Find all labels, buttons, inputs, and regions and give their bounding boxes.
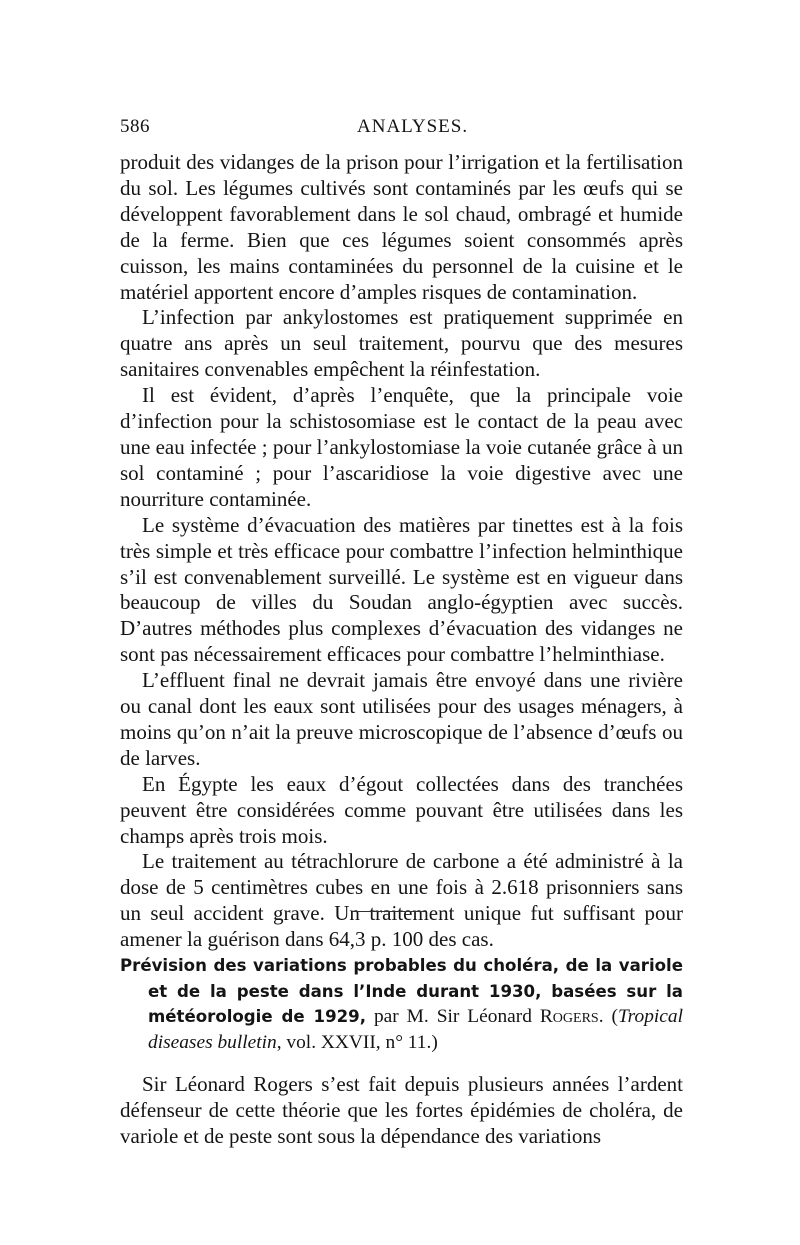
running-head — [120, 116, 685, 144]
paragraph-7: Le traitement au tétrachlorure de carbone a été administré à la dose de 5 centimètres cubes en une fois à 2.618 prisonniers sans un seul accident grave. Un traitement unique fut suffisant pour amener la guérison dans 64,3 p. 100 des cas. — [120, 849, 683, 952]
paragraph-3: Il est évident, d’après l’enquête, que la principale voie d’infection pour la schistosomiase est le contact de la peau avec une eau infectée ; pour l’ankylostomiase la voie cutanée grâce à un sol contaminé ; pour l’ascaridiose la voie digestive avec une nourriture contaminée. — [120, 383, 683, 511]
paragraph-1: produit des vidanges de la prison pour l’irrigation et la fertilisation du sol. Les légumes cultivés sont contaminés par les œufs qui se développent favorablement dans le sol chaud, ombragé et humide de la ferme. Bien que ces légumes soient consommés après cuisson, les mains contaminées du personnel de la cuisine et le matériel apportent encore d’amples risques de contamination. — [120, 150, 683, 304]
citation-tail: , vol. XXVII, n° 11.) — [276, 1031, 438, 1053]
paragraph-4: Le système d’évacuation des matières par tinettes est à la fois très simple et très efficace pour combattre l’infection helminthique s’il est convenablement surveillé. Le système est en vigueur dans beaucoup de villes du Soudan anglo-égyptien avec succès. D’autres méthodes plus complexes d’évacuation des vidanges ne sont pas nécessairement efficaces pour combattre l’helminthiase. — [120, 512, 683, 667]
byline-prefix: par M. Sir Léonard — [366, 1006, 540, 1027]
article-heading — [120, 953, 683, 1055]
paragraph-5: L’effluent final ne devrait jamais être envoyé dans une rivière ou canal dont les eaux sont utilisées pour des usages ménagers, à moins qu’on n’ait la preuve microscopique de l’absence d’œufs ou de larves. — [120, 668, 683, 770]
article-body — [120, 1071, 683, 1149]
article-title: Prévision des variations probables du choléra, de la variole et de la peste dans l’Inde durant 1930, basées sur la météorologie de 1929, — [120, 956, 683, 1026]
page-number: 586 — [120, 116, 150, 137]
paragraph-2: L’infection par ankylostomes est pratiquement supprimée en quatre ans après un seul traitement, pourvu que des mesures sanitaires convenables empêchent la réinfestation. — [120, 305, 683, 382]
paragraph-6: En Égypte les eaux d’égout collectées dans des tranchées peuvent être considérées comme pouvant être utilisées dans les champs après trois mois. — [120, 771, 683, 848]
journal-name: Tropical diseases bulletin — [148, 1006, 683, 1053]
running-title: ANALYSES. — [357, 116, 469, 137]
byline-after-name: . ( — [598, 1006, 618, 1027]
section-separator — [352, 911, 425, 912]
author-surname: Rogers — [539, 1006, 599, 1027]
article-paragraph: Sir Léonard Rogers s’est fait depuis plusieurs années l’ardent défenseur de cette théorie que les fortes épidémies de choléra, de variole et de peste sont sous la dépendance des variations — [120, 1072, 683, 1148]
body-text — [120, 150, 683, 953]
